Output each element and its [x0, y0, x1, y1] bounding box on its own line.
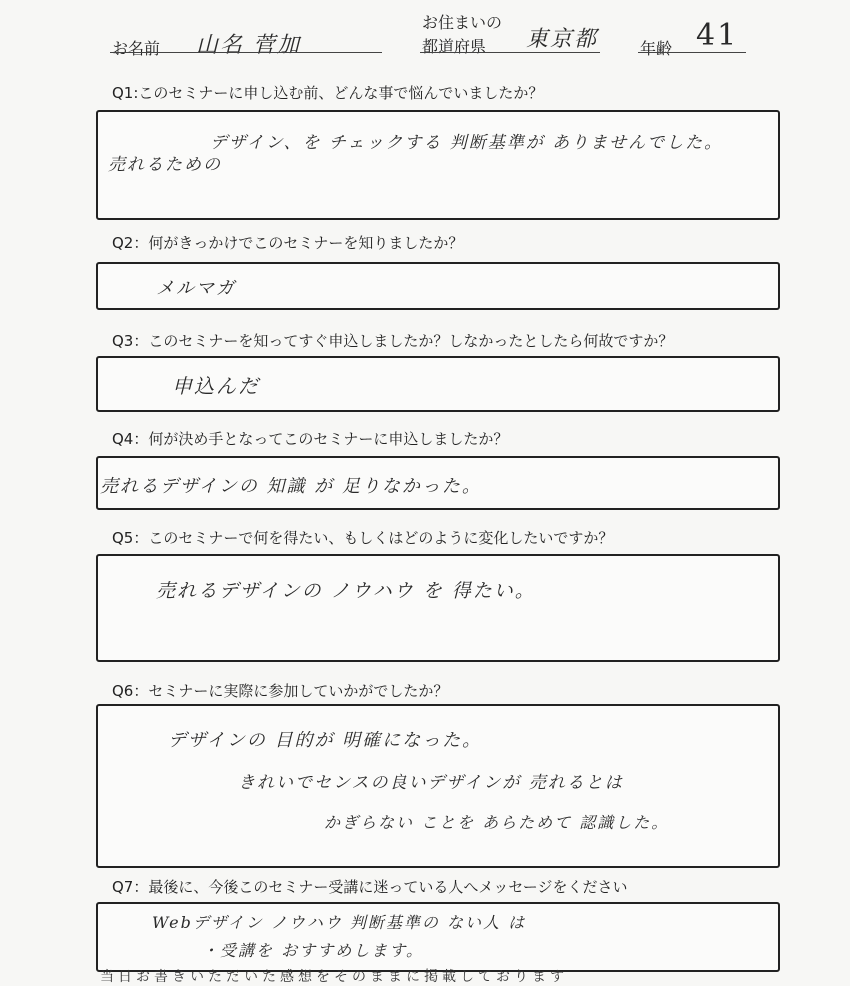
- q1-answer-line2: 売れるための: [108, 155, 222, 175]
- age-underline: [638, 52, 746, 53]
- q2-answer-box: [96, 262, 780, 310]
- q1-answer-line1: デザイン、を チェックする 判断基準が ありませんでした。: [210, 133, 724, 153]
- q3-answer-line1: 申込んだ: [172, 374, 260, 398]
- name-value: 山名 菅加: [196, 33, 301, 58]
- q2-label: Q2：何がきっかけでこのセミナーを知りましたか？: [112, 234, 464, 252]
- q6-answer-box: [96, 704, 780, 868]
- address-label-line2: 都道府県: [422, 37, 487, 56]
- age-value: 41: [696, 18, 739, 53]
- q2-answer-line1: メルマガ: [156, 278, 236, 299]
- address-label-line1: お住まいの: [422, 13, 503, 32]
- name-label: お名前: [112, 39, 161, 58]
- q5-answer-line1: 売れるデザインの ノウハウ を 得たい。: [156, 580, 536, 602]
- q4-answer-box: [96, 456, 780, 510]
- q7-answer-box: [96, 902, 780, 972]
- q3-answer-box: [96, 356, 780, 412]
- age-label: 年齢: [640, 39, 673, 58]
- q3-label: Q3：このセミナーを知ってすぐ申込しましたか？しなかったとしたら何故ですか？: [112, 332, 674, 350]
- q5-label: Q5：このセミナーで何を得たい、もしくはどのように変化したいですか？: [112, 529, 614, 547]
- q7-answer-line2: ・受講を おすすめします。: [202, 941, 424, 960]
- q7-answer-line1: Webデザイン ノウハウ 判断基準の ない人 は: [152, 913, 527, 932]
- q4-label: Q4：何が決め手となってこのセミナーに申込しましたか？: [112, 430, 509, 448]
- q6-answer-line2: きれいでセンスの良いデザインが 売れるとは: [238, 773, 624, 793]
- q1-answer-box: [96, 110, 780, 220]
- q5-answer-box: [96, 554, 780, 662]
- address-underline: [420, 52, 600, 53]
- footer-note: 当日お書きいただいた感想をそのままに掲載しております: [100, 969, 568, 985]
- name-underline: [110, 52, 382, 53]
- q4-answer-line1: 売れるデザインの 知識 が 足りなかった。: [100, 476, 482, 497]
- q6-answer-line3: かぎらない ことを あらためて 認識した。: [324, 813, 670, 832]
- address-value: 東京都: [526, 27, 599, 52]
- q7-label: Q7：最後に、今後このセミナー受講に迷っている人へメッセージをください: [112, 878, 628, 896]
- q1-label: Q1:このセミナーに申し込む前、どんな事で悩んでいましたか？: [112, 84, 544, 102]
- q6-answer-line1: デザインの 目的が 明確になった。: [168, 730, 483, 751]
- q6-label: Q6：セミナーに実際に参加していかがでしたか？: [112, 682, 449, 700]
